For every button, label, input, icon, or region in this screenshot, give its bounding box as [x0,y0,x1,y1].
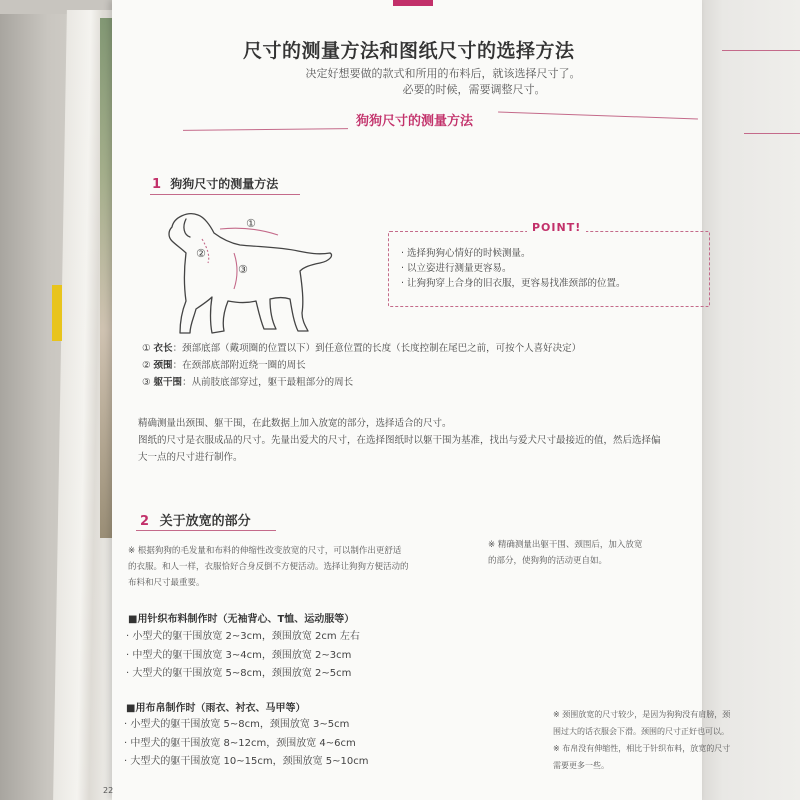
woven-list-title: ■用布帛制作时（雨衣、衬衣、马甲等） [126,703,306,714]
paragraph-line: 图纸的尺寸是衣服成品的尺寸。先量出爱犬的尺寸，在选择图纸时以躯干围为基准，找出与爱犬尺寸最接近的值，然后选择偏 [138,435,661,446]
legend-term: 颈围 [153,360,173,371]
note-line: 需要更多一些。 [553,761,609,770]
legend-term: 衣长 [153,343,173,354]
legend-item [142,374,581,391]
section2-note-right [488,537,642,569]
marker-1: ① [246,217,256,230]
marker-2: ② [196,247,206,260]
note-line: 的部分，使狗狗的活动更自如。 [488,556,608,566]
legend-text: ：颈部底部（戴项圈的位置以下）到任意位置的长度（长度控制在尾巴之前，可按个人喜好决定） [172,343,582,354]
legend-item [142,357,581,374]
woven-list [124,716,369,772]
subtitle-line: 必要的时候，需要调整尺寸。 [402,83,546,96]
point-label: POINT! [527,221,586,234]
dog-ear [184,219,190,237]
section1-heading [152,175,278,192]
section1-heading-text: 狗狗尺寸的测量方法 [170,177,279,191]
subtitle-line: 决定好想要做的款式和所用的布料后，就该选择尺寸了。 [305,67,581,80]
chapter-tab [393,0,433,6]
point-item: · 让狗狗穿上合身的旧衣服，更容易找准颈部的位置。 [401,278,626,289]
list-item: · 中型犬的躯干围放宽 8~12cm，颈围放宽 4~6cm [124,737,356,749]
section2-heading [140,510,251,529]
point-item: · 以立姿进行测量更容易。 [401,263,512,274]
note-line: 布料和尺寸最重要。 [128,578,205,588]
section2-heading-text: 关于放宽的部分 [159,514,251,529]
page-title: 尺寸的测量方法和图纸尺寸的选择方法 [243,40,575,62]
note-line: ※ 根据狗狗的毛发量和布料的伸缩性改变放宽的尺寸，可以制作出更舒适 [128,546,402,556]
note-line: ※ 颈围放宽的尺寸较少，是因为狗狗没有肩膀，颈 [553,710,731,719]
note-line: ※ 精确测量出躯干围、颈围后，加入放宽 [488,540,643,550]
right-page [690,0,800,800]
point-list [401,246,626,291]
page-subtitle [288,66,598,98]
index-tab [52,285,62,341]
paragraph-line: 精确测量出颈围、躯干围，在此数据上加入放宽的部分，选择适合的尺寸。 [138,418,452,429]
section2-rule [136,530,276,531]
legend-term: 躯干围 [153,377,183,388]
knit-list [126,628,360,684]
dog-outline [169,214,332,333]
list-item: · 小型犬的躯干围放宽 2~3cm，颈围放宽 2cm 左右 [126,631,360,642]
section1-rule [150,194,300,195]
legend-marker: ② [142,360,154,371]
section2-number: 2 [140,514,150,529]
paragraph-line: 大一点的尺寸进行制作。 [138,452,243,463]
section1-number: 1 [152,177,162,192]
list-item: · 小型犬的躯干围放宽 5~8cm，颈围放宽 3~5cm [124,719,350,730]
section-title: 狗狗尺寸的测量方法 [356,114,474,129]
page-number: 22 [103,786,114,795]
legend-text: ：在颈部底部附近绕一圈的周长 [172,360,306,371]
legend-item [142,340,581,357]
measurement-legend [142,340,581,391]
note-line: 围过大的话衣服会下滑。颈围的尺寸正好也可以。 [553,727,729,736]
section1-paragraph [138,415,661,466]
point-item: · 选择狗狗心情好的时候测量。 [401,248,531,259]
list-item: · 中型犬的躯干围放宽 3~4cm，颈围放宽 2~3cm [126,649,352,661]
marker-3: ③ [238,263,248,276]
dog-measurement-diagram [160,205,340,345]
legend-text: ：从前肢底部穿过，躯干最粗部分的周长 [182,377,354,388]
list-item: · 大型犬的躯干围放宽 5~8cm，颈围放宽 2~5cm [126,668,352,679]
legend-marker: ① [142,343,154,354]
section2-note-bottom-right [553,706,730,774]
right-page-rule [722,50,800,51]
knit-list-title: ■用针织布料制作时（无袖背心、T恤、运动服等） [128,614,355,625]
section2-note-left [128,543,409,591]
girth-measure-line [234,253,237,289]
note-line: ※ 布帛没有伸缩性，相比于针织布料，放宽的尺寸 [553,744,731,753]
legend-marker: ③ [142,377,154,388]
list-item: · 大型犬的躯干围放宽 10~15cm，颈围放宽 5~10cm [124,756,369,767]
right-page-rule-2 [744,133,800,134]
note-line: 的衣服。和人一样，衣服恰好合身反倒不方便活动。选择让狗狗方便活动的 [128,562,409,572]
